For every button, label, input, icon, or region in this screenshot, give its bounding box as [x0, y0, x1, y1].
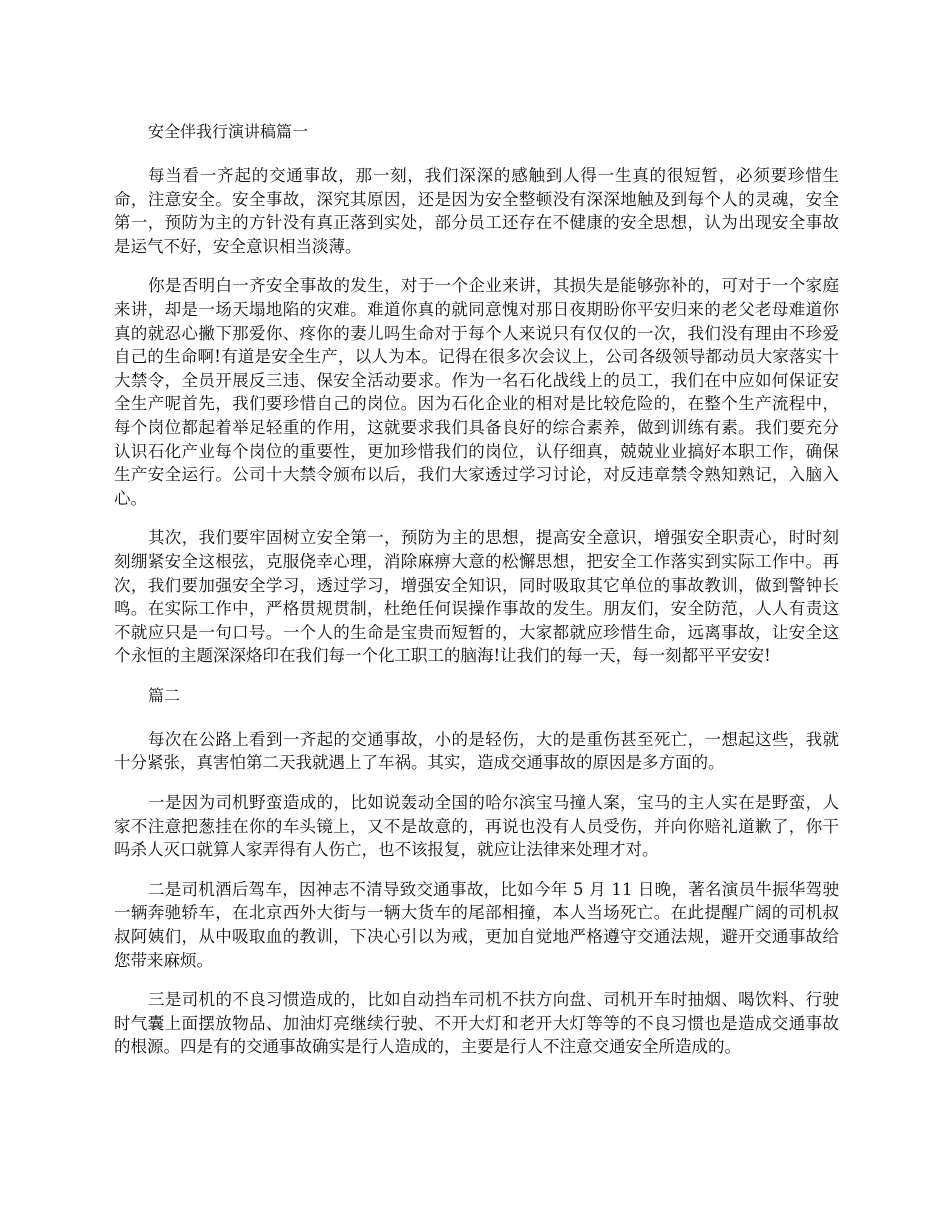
- paragraph: 每次在公路上看到一齐起的交通事故，小的是轻伤，大的是重伤甚至死亡，一想起这些，我就十分紧张，真害怕第二天我就遇上了车祸。其实，造成交通事故的原因是多方面的。: [114, 729, 839, 773]
- paragraph: 其次，我们要牢固树立安全第一，预防为主的思想，提高安全意识，增强安全职责心，时时刻刻绷紧安全这根弦，克服侥幸心理，消除麻痹大意的松懈思想，把安全工作落实到实际工作中。再次，我们要加强安全学习，透过学习，增强安全知识，同时吸取其它单位的事故教训，做到警钟长鸣。在实际工作中，严格贯规贯制，杜绝任何误操作事故的发生。朋友们，安全防范，人人有责这不就应只是一句口号。一个人的生命是宝贵而短暂的，大家都就应珍惜生命，远离事故，让安全这个永恒的主题深深烙印在我们每一个化工职工的脑海!让我们的每一天，每一刻都平平安安!: [114, 528, 839, 666]
- section-title: 篇二: [148, 685, 181, 705]
- paragraph: 每当看一齐起的交通事故，那一刻，我们深深的感触到人得一生真的很短暂，必须要珍惜生命，注意安全。安全事故，深究其原因，还是因为安全整顿没有深深地触及到每个人的灵魂，安全第一，预防为主的方针没有真正落到实处，部分员工还存在不健康的安全思想，认为出现安全事故是运气不好，安全意识相当淡薄。: [114, 166, 839, 256]
- paragraph: 三是司机的不良习惯造成的，比如自动挡车司机不扶方向盘、司机开车时抽烟、喝饮料、行驶时气囊上面摆放物品、加油灯亮继续行驶、不开大灯和老开大灯等等的不良习惯也是造成交通事故的根源。四是有的交通事故确实是行人造成的，主要是行人不注意交通安全所造成的。: [114, 990, 839, 1057]
- paragraph: 一是因为司机野蛮造成的，比如说轰动全国的哈尔滨宝马撞人案，宝马的主人实在是野蛮，人家不注意把葱挂在你的车头镜上，又不是故意的，再说也没有人员受伤，并向你赔礼道歉了，你干吗杀人灭口就算人家弄得有人伤亡，也不该报复，就应让法律来处理才对。: [114, 793, 839, 860]
- document-title: 安全伴我行演讲稿篇一: [148, 122, 309, 141]
- paragraph: 你是否明白一齐安全事故的发生，对于一个企业来讲，其损失是能够弥补的，可对于一个家庭来讲，却是一场天塌地陷的灾难。难道你真的就同意愧对那日夜期盼你平安归来的老父老母难道你真的就忍心撇下那爱你、疼你的妻儿吗生命对于每个人来说只有仅仅的一次，我们没有理由不珍爱自己的生命啊!有道是安全生产，以人为本。记得在很多次会议上，公司各级领导都动员大家落实十大禁令，全员开展反三违、保安全活动要求。作为一名石化战线上的员工，我们在中应如何保证安全生产呢首先，我们要珍惜自己的岗位。因为石化企业的相对是比较危险的，在整个生产流程中，每个岗位都起着举足轻重的作用，这就要求我们具备良好的综合素养，做到训练有素。我们要充分认识石化产业每个岗位的重要性，更加珍惜我们的岗位，认仔细真，兢兢业业搞好本职工作，确保生产安全运行。公司十大禁令颁布以后，我们大家透过学习讨论，对反违章禁令熟知熟记，入脑入心。: [114, 276, 839, 508]
- document-page: [114, 120, 839, 1075]
- paragraph: 二是司机酒后驾车，因神志不清导致交通事故，比如今年 5 月 11 日晚，著名演员牛振华驾驶一辆奔驰轿车，在北京西外大街与一辆大货车的尾部相撞，本人当场死亡。在此提醒广阔的司机叔叔阿姨们，从中吸取血的教训，下决心引以为戒，更加自觉地严格遵守交通法规，避开交通事故给您带来麻烦。: [114, 879, 839, 970]
